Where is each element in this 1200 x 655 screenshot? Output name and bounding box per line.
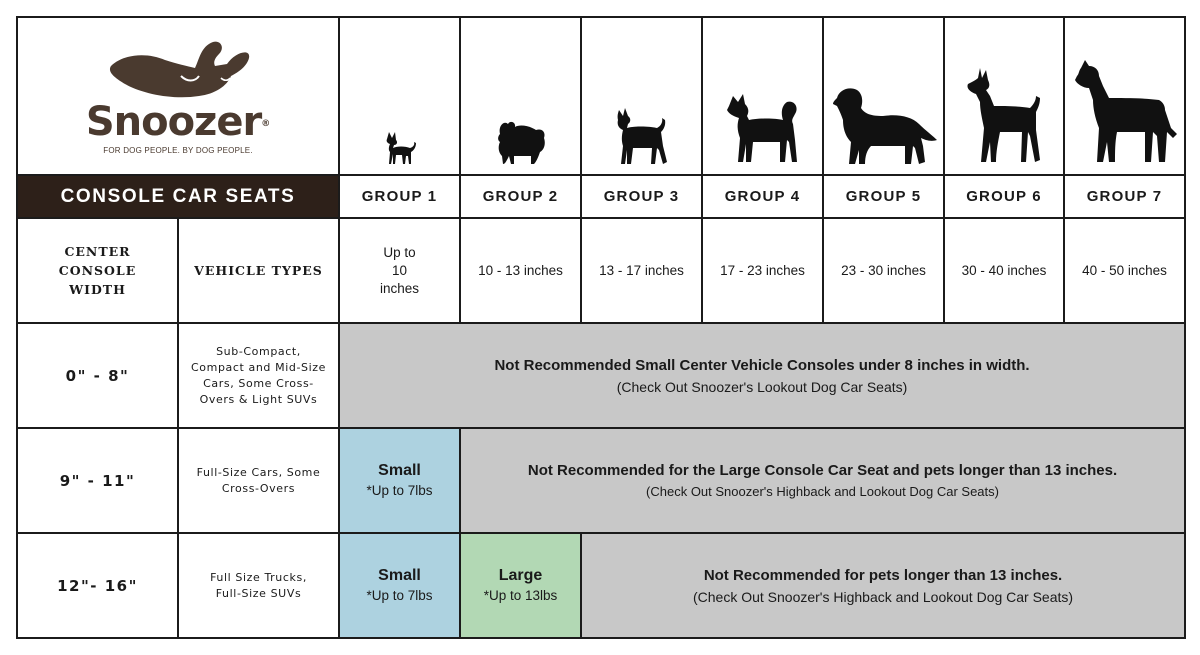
group-7-label: GROUP 7 <box>1064 175 1185 218</box>
console-width-value: 9" - 11" <box>17 428 178 533</box>
retriever-icon <box>831 84 937 166</box>
vehicle-types-header: VEHICLE TYPES <box>178 218 339 323</box>
not-recommended-cell <box>339 323 1185 428</box>
group-3-size: 13 - 17 inches <box>581 218 702 323</box>
group-5-label: GROUP 5 <box>823 175 944 218</box>
great-dane-icon <box>1073 58 1177 166</box>
doberman-icon <box>964 66 1044 166</box>
group-6-size: 30 - 40 inches <box>944 218 1064 323</box>
not-recommended-cell <box>460 428 1185 533</box>
brand-name: Snoozer® <box>85 98 271 145</box>
fit-name: Small <box>378 567 421 584</box>
group-3-dog-cell <box>581 17 702 175</box>
group-1-size: Up to 10 inches <box>339 218 460 323</box>
fit-weight-note: *Up to 7lbs <box>366 588 433 603</box>
group-1-label: GROUP 1 <box>339 175 460 218</box>
pomeranian-icon <box>496 118 546 166</box>
group-1-dog-cell <box>339 17 460 175</box>
chihuahua-icon <box>383 130 417 166</box>
group-7-size: 40 - 50 inches <box>1064 218 1185 323</box>
not-recommended-title: Not Recommended for the Large Console Car Seat and pets longer than 13 inches. <box>527 461 1118 479</box>
vehicle-types-value: Sub-Compact, Compact and Mid-Size Cars, Some Cross-Overs & Light SUVs <box>178 323 339 428</box>
group-2-dog-cell <box>460 17 581 175</box>
not-recommended-cell <box>581 533 1185 638</box>
small-seat-fit-cell <box>339 428 460 533</box>
group-4-size: 17 - 23 inches <box>702 218 823 323</box>
not-recommended-title: Not Recommended Small Center Vehicle Consoles under 8 inches in width. <box>494 356 1030 374</box>
group-6-label: GROUP 6 <box>944 175 1064 218</box>
vehicle-types-value: Full-Size Cars, Some Cross-Overs <box>178 428 339 533</box>
group-4-label: GROUP 4 <box>702 175 823 218</box>
group-6-dog-cell <box>944 17 1064 175</box>
sleeping-dog-logo-icon <box>103 38 253 100</box>
group-2-label: GROUP 2 <box>460 175 581 218</box>
group-3-label: GROUP 3 <box>581 175 702 218</box>
group-4-dog-cell <box>702 17 823 175</box>
not-recommended-suggestion: (Check Out Snoozer's Lookout Dog Car Seats) <box>616 378 908 395</box>
terrier-icon <box>615 106 669 166</box>
console-car-seats-title: CONSOLE CAR SEATS <box>17 175 339 218</box>
fit-name: Large <box>498 567 543 584</box>
console-car-seat-size-chart <box>16 16 1186 639</box>
group-2-size: 10 - 13 inches <box>460 218 581 323</box>
center-console-width-header: CENTER CONSOLE WIDTH <box>17 218 178 323</box>
snoozer-logo <box>18 38 338 155</box>
not-recommended-suggestion: (Check Out Snoozer's Highback and Lookout Dog Car Seats) <box>692 588 1074 605</box>
group-7-dog-cell <box>1064 17 1185 175</box>
fit-weight-note: *Up to 7lbs <box>366 483 433 498</box>
table-row <box>17 533 1185 638</box>
group-5-size: 23 - 30 inches <box>823 218 944 323</box>
console-width-value: 12"- 16" <box>17 533 178 638</box>
table-row <box>17 428 1185 533</box>
table-row <box>17 323 1185 428</box>
vehicle-types-value: Full Size Trucks, Full-Size SUVs <box>178 533 339 638</box>
group-5-dog-cell <box>823 17 944 175</box>
large-seat-fit-cell <box>460 533 581 638</box>
shiba-icon <box>725 90 801 166</box>
fit-weight-note: *Up to 13lbs <box>483 588 558 603</box>
brand-tagline: FOR DOG PEOPLE. BY DOG PEOPLE. <box>103 145 253 155</box>
not-recommended-suggestion: (Check Out Snoozer's Highback and Lookout Dog Car Seats) <box>646 483 999 499</box>
console-width-value: 0" - 8" <box>17 323 178 428</box>
small-seat-fit-cell <box>339 533 460 638</box>
not-recommended-title: Not Recommended for pets longer than 13 inches. <box>703 566 1063 584</box>
logo-cell <box>17 17 339 175</box>
fit-name: Small <box>378 462 421 479</box>
